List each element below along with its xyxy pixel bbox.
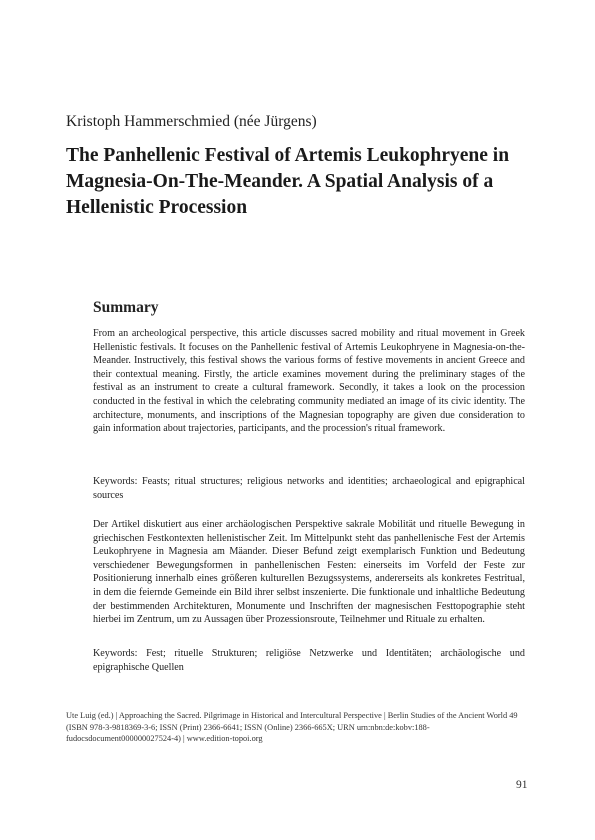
abstract-english <box>93 327 525 436</box>
abstract-german <box>93 518 525 627</box>
author-name: Kristoph Hammerschmied (née Jürgens) <box>66 113 317 130</box>
keywords-english-text: Keywords: Feasts; ritual structures; religious networks and identities; archaeological and epigraphical sources <box>93 476 525 501</box>
summary-heading: Summary <box>93 299 159 316</box>
keywords-english <box>93 475 525 502</box>
paper-title: The Panhellenic Festival of Artemis Leukophryene in Magnesia-On-The-Meander. A Spatial Analysis of a Hellenistic Procession <box>66 145 510 218</box>
keywords-german-text: Keywords: Fest; rituelle Strukturen; religiöse Netzwerke und Identitäten; archäologische und epigraphische Quellen <box>93 648 525 673</box>
keywords-german <box>93 647 525 674</box>
abstract-german-text: Der Artikel diskutiert aus einer archäologischen Perspektive sakrale Mobilität und rituelle Bewegung in griechischen Festkontexten hellenistischer Zeit. Im Mittelpunkt steht das panhellenische Fest der Artemis Leukophryene in Magnesia am Mäander. Dieser Befund zeigt exemplarisch Funktion und Bedeutung verschiedener Bewegungsformen in panhellenischen Festen: einerseits im Vorfeld der Feste zur Positionierung innerhalb eines größeren kulturellen Bezugssystems, andererseits als konkretes Festritual, in dem die feiernde Gemeinde ein Bild ihrer selbst inszenierte. Die funktionale und inhaltliche Bedeutung der bestimmenden Architekturen, Monumente und Inschriften der magnesischen Festtopographie steht hierbei im Zentrum, um zu Aussagen über Prozessionsroute, Teilnehmer und Rituale zu erhalten. <box>93 519 525 626</box>
abstract-english-text: From an archeological perspective, this article discusses sacred mobility and ritual movement in Greek Hellenistic festivals. It focuses on the Panhellenic festival of Artemis Leukophryene in Magnesia-on-the-Meander. Instructively, this festival shows the various forms of festive movements in ancient Greece and their contextual meaning. Firstly, the article examines movement during the preliminary stages of the festival as an instrument to create a cultural framework. Secondly, it takes a look on the procession conducted in the festival in which the celebrating community mediated an image of its civic identity. The architecture, monuments, and inscriptions of the Magnesian topography are given due consideration to gain information about trajectories, participants, and the procession's ritual framework. <box>93 328 525 435</box>
page-number: 91 <box>516 779 528 791</box>
publication-footnote: Ute Luig (ed.) | Approaching the Sacred. Pilgrimage in Historical and Intercultural Perspective | Berlin Studies of the Ancient World 49 (ISBN 978-3-9818369-3-6; ISSN (Print) 2366-6641; ISSN (Online) 2366-665X; URN urn:nbn:de:kobv:188-fudocsdocument000000027524-4) | www.edition-topoi.org <box>66 711 518 744</box>
